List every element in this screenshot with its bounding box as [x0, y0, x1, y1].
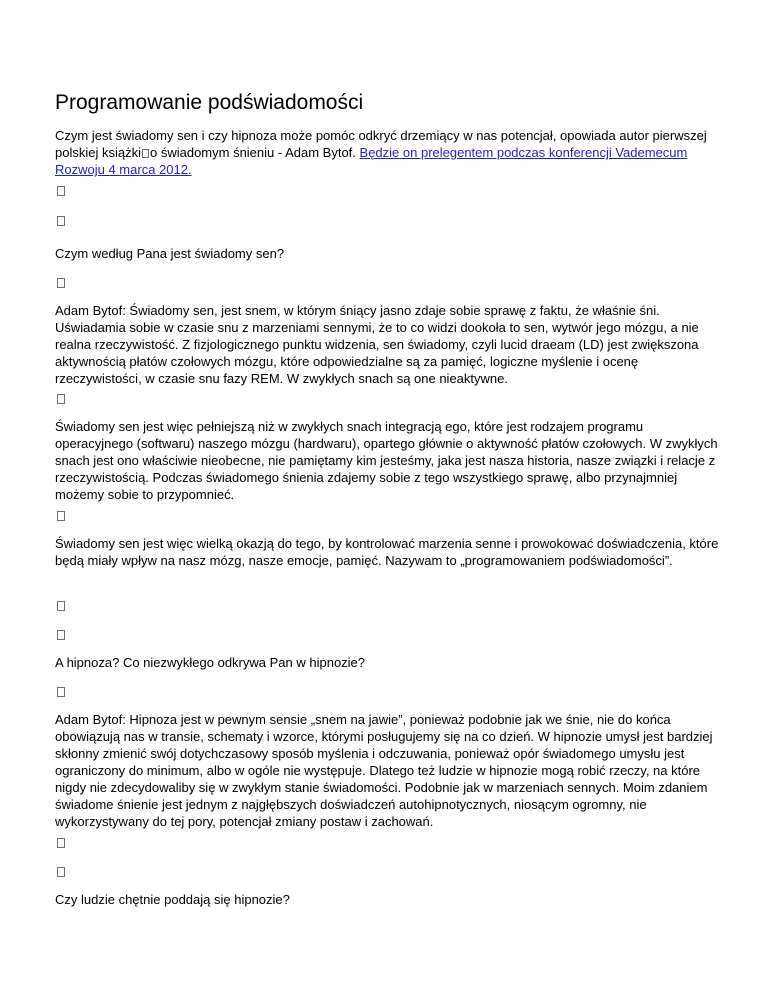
answer-paragraph: Adam Bytof: Hipnoza jest w pewnym sensie „snem na jawie”, ponieważ podobnie jak we śnie, nie do końca obowiązują nas w transie, schematy i wzorce, którymi posługujemy się na co dzień. W hipnozie umysł jest bardziej skłonny zmienić swój dotychczasowy sposób myślenia i odczuwania, ponieważ opór świadomego umysłu jest ograniczony do minimum, albo w ogóle nie występuje. Dlatego też ludzie w hipnozie mogą robić rzeczy, na które nigdy nie zdecydowaliby się w zwykłym stanie świadomości. Podobnie jak w marzeniach sennych. Moim zdaniem świadome śnienie jest jednym z najgłębszych doświadczeń autohipnotycznych, niosącym ogromny, nie wykorzystywany do tej pory, potencjał zmiany postaw i zachowań. — [55, 712, 713, 829]
missing-glyph-icon — [57, 511, 65, 521]
missing-glyph-icon — [57, 186, 65, 196]
answer-paragraph: Adam Bytof: Świadomy sen, jest snem, w którym śniący jasno zdaje sobie sprawę z faktu, że właśnie śni. Uświadamia sobie w czasie snu z marzeniami sennymi, że to co widzi dookoła to sen, wytwór jego mózgu, a nie realna rzeczywistość. Z fizjologicznego punktu widzenia, sen świadomy, czyli lucid draeam (LD) jest zwiększona aktywnością płatów czołowych mózgu, które odpowiedzialne są za pamięć, logiczne myślenie i ocenę rzeczywistości, w czasie snu fazy REM. W zwykłych snach są one nieaktywne. — [55, 303, 699, 386]
intro-text: Czym jest świadomy sen i czy hipnoza może pomóc odkryć drzemiący w nas potencjał, opowiada autor pierwszej polskiej książki — [55, 128, 707, 160]
question-heading: Czy ludzie chętnie poddają się hipnozie? — [55, 892, 290, 907]
conference-link[interactable]: Będzie on prelegentem podczas konferencji Vademecum Rozwoju 4 marca 2012. — [55, 145, 688, 177]
body-paragraph: Świadomy sen jest więc pełniejszą niż w zwykłych snach integracją ego, które jest rodzajem programu operacyjnego (softwaru) naszego mózgu (hardwaru), opartego głównie o aktywność płatów czołowych. W zwykłych snach jest ono właściwie nieobecne, nie pamiętamy kim jesteśmy, jaka jest nasza historia, nasze związki i relacje z rzeczywistością. Podczas świadomego śnienia zdajemy sobie z tego wszystkiego sprawę, albo przynajmniej możemy sobie to przypomnieć. — [55, 419, 718, 502]
missing-glyph-icon — [57, 687, 65, 697]
intro-paragraph — [55, 127, 720, 178]
missing-glyph-icon — [57, 278, 65, 288]
question-heading: A hipnoza? Co niezwykłego odkrywa Pan w hipnozie? — [55, 655, 366, 670]
body-paragraph: Świadomy sen jest więc wielką okazją do tego, by kontrolować marzenia senne i prowokować doświadczenia, które będą miały wpływ na nasz mózg, nasze emocje, pamięć. Nazywam to „programowaniem podświadomości”. — [55, 536, 719, 568]
question-heading: Czym według Pana jest świadomy sen? — [55, 246, 285, 261]
missing-glyph-icon — [57, 394, 65, 404]
page-title: Programowanie podświadomości — [55, 91, 364, 114]
missing-glyph-icon — [57, 630, 65, 640]
missing-glyph-icon — [57, 601, 65, 611]
missing-glyph-icon — [57, 216, 65, 226]
intro-text-after: o świadomym śnieniu - Adam Bytof. — [149, 145, 356, 160]
missing-glyph-icon — [57, 838, 65, 848]
missing-glyph-icon — [142, 149, 149, 158]
missing-glyph-icon — [57, 867, 65, 877]
